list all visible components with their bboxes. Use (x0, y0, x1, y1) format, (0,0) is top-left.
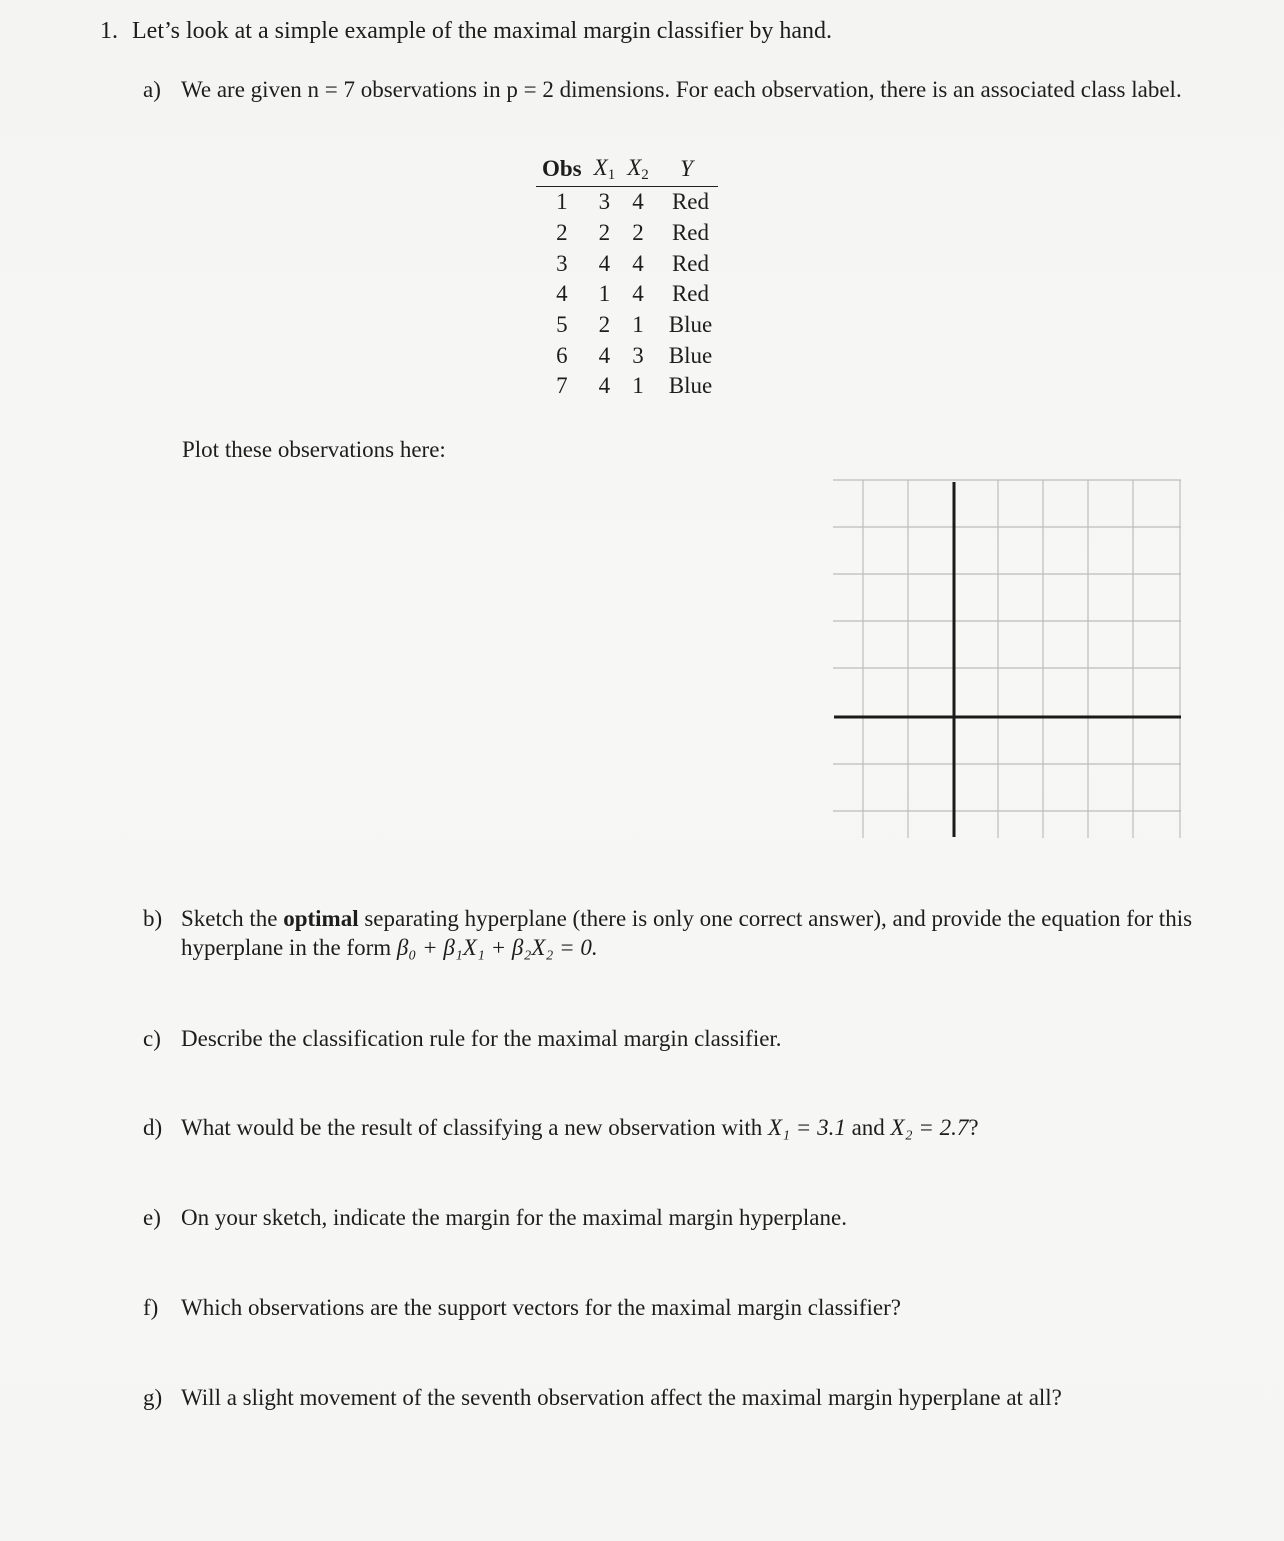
part-a-label: a) (143, 77, 161, 102)
cell-obs: 4 (556, 281, 568, 307)
cell-y: Red (671, 189, 710, 215)
part-g (143, 1383, 1213, 1412)
table-row (536, 279, 718, 310)
table-row (536, 340, 718, 371)
part-e-label: e) (143, 1205, 161, 1230)
header-x1: $X_1$ (593, 154, 616, 183)
cell-x2: 1 (632, 312, 644, 338)
grid-svg (833, 478, 1183, 840)
question-title (100, 18, 832, 45)
part-c (143, 1024, 1213, 1053)
cell-x2: 1 (632, 373, 644, 399)
question-title-text: Let’s look at a simple example of the maximal margin classifier by hand. (132, 18, 833, 44)
cell-obs: 1 (556, 189, 568, 215)
part-f-label: f) (143, 1295, 159, 1320)
hyperplane-equation: β₀ + β₁X₁ + β₂X₂ = 0. (396, 935, 598, 960)
eq-x1: X₁ = 3.1 (768, 1115, 846, 1140)
table-row (536, 248, 718, 279)
blank-plot-grid[interactable] (833, 478, 1183, 845)
cell-y: Blue (668, 312, 713, 338)
cell-y: Blue (668, 373, 713, 399)
cell-y: Red (671, 250, 710, 276)
cell-x2: 4 (632, 189, 644, 215)
part-a-text: We are given n = 7 observations in p = 2 dimensions. For each observation, there is an associated class label. (181, 77, 1182, 102)
part-c-text: Describe the classification rule for the maximal margin classifier. (181, 1026, 782, 1051)
cell-x1: 2 (598, 312, 611, 338)
grid-lines (833, 480, 1181, 838)
cell-x2: 3 (632, 342, 644, 368)
part-d (143, 1113, 1213, 1142)
part-c-label: c) (143, 1026, 161, 1051)
table-row (536, 371, 718, 402)
cell-obs: 6 (556, 342, 568, 368)
part-d-text: What would be the result of classifying a new observation with X₁ = 3.1 and X₂ = 2.7? (181, 1115, 979, 1140)
table-row (536, 310, 718, 341)
cell-obs: 3 (556, 250, 568, 276)
part-b-label: b) (143, 906, 163, 931)
cell-y: Red (671, 281, 710, 307)
cell-x2: 4 (632, 250, 644, 276)
header-obs: Obs (542, 156, 582, 181)
cell-x1: 3 (598, 189, 611, 215)
table-header-row (536, 154, 718, 187)
part-b (143, 904, 1213, 962)
cell-x1: 2 (598, 220, 611, 246)
cell-obs: 2 (556, 220, 568, 246)
cell-x2: 4 (632, 281, 644, 307)
part-e-text: On your sketch, indicate the margin for the maximal margin hyperplane. (181, 1205, 847, 1230)
cell-obs: 7 (556, 373, 568, 399)
question-number: 1. (100, 18, 118, 44)
plot-prompt: Plot these observations here: (182, 437, 446, 462)
optimal-emphasis: optimal (283, 906, 359, 931)
part-g-label: g) (143, 1385, 163, 1410)
part-b-text: Sketch the optimal separating hyperplane (there is only one correct answer), and provide the equation for this hyperplane in the form β₀ + β₁X₁ + β₂X₂ = 0. (181, 906, 1193, 960)
header-y: Y (680, 156, 693, 181)
cell-x1: 4 (598, 342, 611, 368)
table-body (536, 187, 718, 402)
part-f-text: Which observations are the support vectors for the maximal margin classifier? (181, 1295, 902, 1320)
part-a (143, 75, 1213, 104)
cell-y: Red (671, 220, 710, 246)
observations-table (536, 154, 718, 402)
table-row (536, 187, 718, 218)
part-e (143, 1203, 1213, 1232)
cell-x1: 1 (598, 281, 611, 307)
table-row (536, 218, 718, 249)
part-f (143, 1293, 1213, 1322)
cell-y: Blue (668, 342, 713, 368)
cell-x1: 4 (598, 373, 611, 399)
eq-x2: X₂ = 2.7 (890, 1115, 969, 1140)
cell-x2: 2 (632, 220, 644, 246)
cell-obs: 5 (556, 312, 568, 338)
header-x2: $X_2$ (627, 154, 649, 183)
cell-x1: 4 (598, 250, 611, 276)
part-d-label: d) (143, 1115, 163, 1140)
part-g-text: Will a slight movement of the seventh observation affect the maximal margin hyperplane at all? (181, 1385, 1062, 1410)
